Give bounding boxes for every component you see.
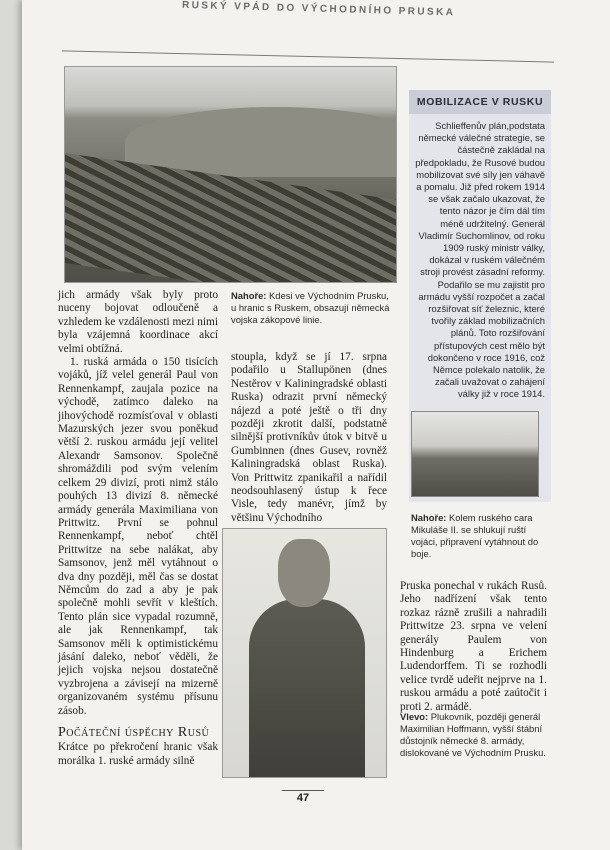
caption-top: [231, 290, 391, 326]
section-heading: Počáteční úspěchy Rusů: [58, 725, 210, 740]
paragraph: stoupla, když se jí 17. srpna podařilo u Stallupönen (dnes Nestěrov v Kaliningradské oblasti Ruska) odrazit první německý nájezd a poté ještě o tři dny později zkrotit další, podstatně silnější protivníkův útok v bitvě u Gumbinnen (dnes Gusev, rovněž Kaliningradská oblast Ruska). Von Prittwitz zpanikařil a nařídil neodsouhlasený ústup k řece Visle, tedy manévr, jímž by většinu Východního: [231, 351, 387, 524]
sidebar-title: MOBILIZACE V RUSKU: [409, 90, 551, 114]
trench-photo: [64, 66, 397, 283]
portrait-head: [278, 539, 330, 607]
portrait-figure: [249, 599, 365, 778]
caption-middle: [411, 512, 539, 560]
book-page: [22, 0, 610, 850]
body-column-middle: [231, 351, 387, 525]
body-column-left: [58, 289, 218, 768]
portrait-photo: [222, 528, 387, 778]
paragraph: Krátce po překročení hranic však morálka 1. ruské armády silně: [58, 741, 218, 767]
tsar-photo: [411, 411, 539, 497]
caption-label: Nahoře:: [231, 290, 267, 301]
caption-portrait: [400, 711, 550, 759]
caption-label: Vlevo:: [400, 711, 429, 722]
page-number-rule: [282, 790, 324, 791]
page-number: 47: [296, 792, 310, 804]
paragraph: jich armády však byly proto nuceny bojovat odloučeně a vzhledem ke vzdálenosti mezi nimi byla vzájemná koordinace akcí velmi obtížná.: [58, 289, 218, 355]
running-header: RUSKÝ VPÁD DO VÝCHODNÍHO PRUSKA: [181, 0, 456, 19]
header-rule: [62, 50, 554, 62]
caption-text: Kdesi ve Východním Prusku, u hranic s Ruskem, obsazují německá vojska zákopové linie.: [231, 290, 390, 325]
caption-text: Kolem ruského cara Mikuláše II. se shlukují ruští vojáci, připravení vytáhnout do boje.: [411, 512, 539, 559]
caption-label: Nahoře:: [411, 512, 447, 523]
body-column-right: [400, 580, 547, 714]
caption-text: Plukovník, později generál Maximilian Hoffmann, vyšší štábní důstojník německé 8. armády, dislokované ve Východním Prusku.: [400, 711, 546, 758]
paragraph: Pruska ponechal v rukách Rusů. Jeho nadřízení však tento rozkaz rázně zrušili a nahradili Prittwitze 23. srpna ve velení generály Paulem von Hindenburg a Erichem Ludendorffem. Ti se rozhodli velice tvrdě udeřit nejprve na 1. ruskou armádu a poté zaútočit i proti 2. armádě.: [400, 580, 547, 713]
sidebar-body: Schlieffenův plán,podstata německé válečné strategie, se částečně zakládal na předpokladu, že Rusové budou mobilizovat své síly jen váhavě a pomalu. Již před rokem 1914 se však začalo ukazovat, že tento názor je čím dál tím méně udržitelný. Generál Vladimír Suchomlinov, od roku 1909 ruský ministr války, dokázal v ruském válečném stroji provést zásadní reformy. Podařilo se mu zajistit pro armádu vyšší rozpočet a začal rozšiřovat síť železnic, které tvořily základ mobilizačních plánů. Toto rozšiřování přístupových cest mělo být dokončeno v roce 1916, což Němce polekalo natolik, že začali uvažovat o zahájení války již v roce 1914.: [415, 120, 545, 400]
paragraph: 1. ruská armáda o 150 tisících vojáků, jíž velel generál Paul von Rennenkampf, zaujala pozice na východě, zatímco daleko na jihovýchodě rozmísťoval v oblasti Mazurských jezer svou poněkud větší 2. ruskou armádu její velitel Alexandr Samsonov. Společně shromáždili pod svým velením celkem 29 divizí, proti nimž stálo pouhých 13 divizí 8. německé armády generála Maximiliana von Prittwitz. První se pohnul Rennenkampf, neboť chtěl Prittwitze na sebe nalákat, aby Samsonov, jenž měl vytáhnout o dva dny později, měl čas se dostat Němcům do zad a aby je pak společně mohli sevřít v kleštích. Tento plán sice vypadal rozumně, ale jak Rennenkampf, tak Samsonov měli k optimistickému jásání daleko, neboť věděli, že jejich vojska nejsou dostatečně vyzbrojena a závisejí na mizerně organizovaném systému přísunu zásob.: [58, 356, 218, 717]
